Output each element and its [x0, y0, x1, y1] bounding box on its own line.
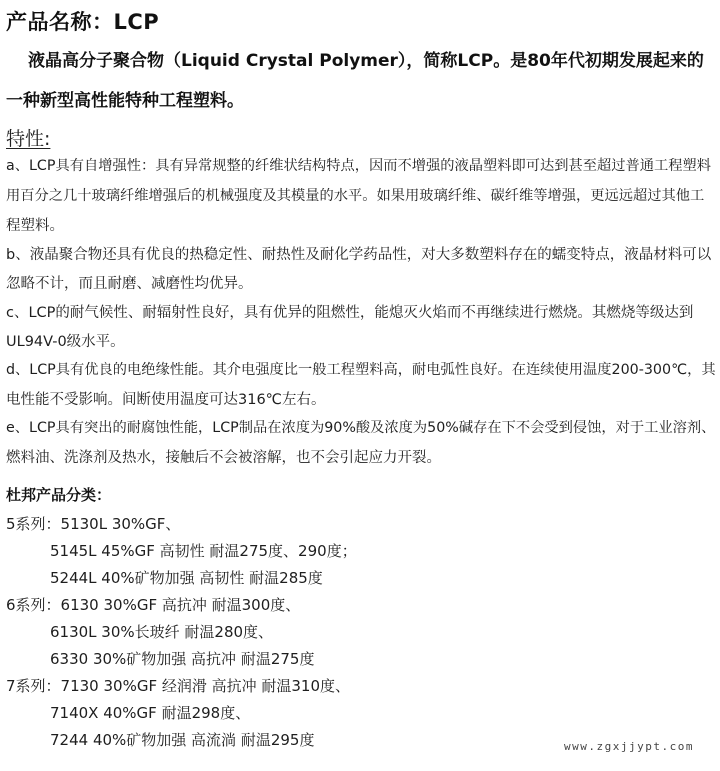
- features-heading: 特性:: [6, 128, 51, 150]
- intro-line-1: 液晶高分子聚合物（Liquid Crystal Polymer），简称LCP。是80年代初期发展起来的: [28, 51, 704, 71]
- product-title: 产品名称：LCP: [6, 10, 160, 34]
- series-line: 7系列：7130 30%GF 经润滑 高抗冲 耐温310度、: [6, 677, 351, 695]
- feature-line: d、LCP具有优良的电绝缘性能。其介电强度比一般工程塑料高，耐电弧性良好。在连续使用温度200-300℃，其: [6, 362, 716, 378]
- feature-line: e、LCP具有突出的耐腐蚀性能，LCP制品在浓度为90%酸及浓度为50%碱存在下不会受到侵蚀，对于工业溶剂、: [6, 420, 716, 436]
- feature-line: 程塑料。: [6, 218, 64, 234]
- site-watermark: www.zgxjjypt.com: [564, 740, 694, 753]
- feature-line: 燃料油、洗涤剂及热水，接触后不会被溶解，也不会引起应力开裂。: [6, 450, 441, 466]
- series-line: 7244 40%矿物加强 高流淌 耐温295度: [50, 731, 315, 749]
- feature-line: 电性能不受影响。间断使用温度可达316℃左右。: [6, 392, 326, 408]
- series-line: 5244L 40%矿物加强 高韧性 耐温285度: [50, 569, 323, 587]
- series-line: 6系列：6130 30%GF 高抗冲 耐温300度、: [6, 596, 301, 614]
- feature-line: UL94V-0级水平。: [6, 334, 125, 350]
- intro-line-2: 一种新型高性能特种工程塑料。: [6, 91, 244, 111]
- feature-line: 忽略不计，而且耐磨、减磨性均优异。: [6, 276, 253, 292]
- feature-line: 用百分之几十玻璃纤维增强后的机械强度及其模量的水平。如果用玻璃纤维、碳纤维等增强，更远远超过其他工: [6, 188, 705, 204]
- feature-line: b、液晶聚合物还具有优良的热稳定性、耐热性及耐化学药品性，对大多数塑料存在的蠕变特点，液晶材料可以: [6, 247, 712, 263]
- feature-line: c、LCP的耐气候性、耐辐射性良好，具有优异的阻燃性，能熄灭火焰而不再继续进行燃烧。其燃烧等级达到: [6, 305, 694, 321]
- classification-heading: 杜邦产品分类：: [6, 486, 112, 504]
- feature-line: a、LCP具有自增强性：具有异常规整的纤维状结构特点，因而不增强的液晶塑料即可达到甚至超过普通工程塑料: [6, 158, 711, 174]
- series-line: 5系列：5130L 30%GF、: [6, 515, 181, 533]
- series-line: 6330 30%矿物加强 高抗冲 耐温275度: [50, 650, 315, 668]
- series-line: 6130L 30%长玻纤 耐温280度、: [50, 623, 274, 641]
- series-line: 5145L 45%GF 高韧性 耐温275度、290度；: [50, 542, 357, 560]
- series-line: 7140X 40%GF 耐温298度、: [50, 704, 251, 722]
